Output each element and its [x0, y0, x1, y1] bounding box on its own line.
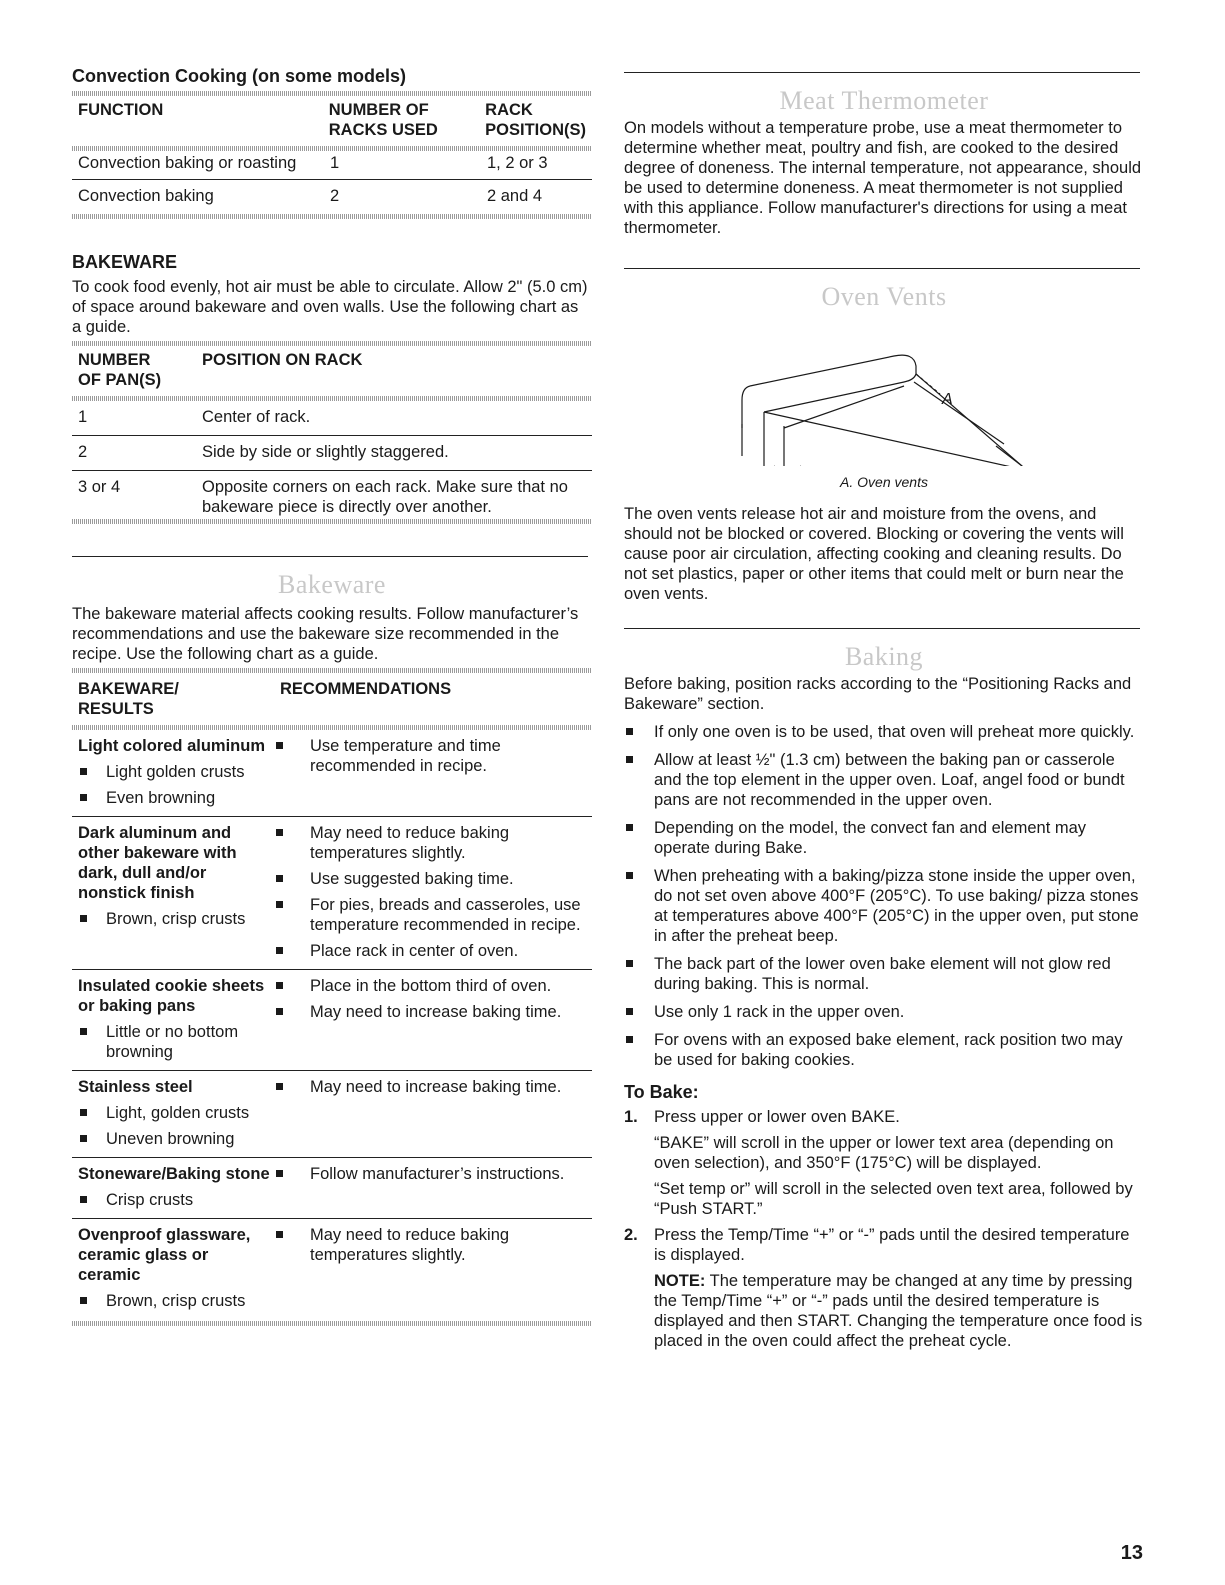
- recommendation-text: Follow manufacturer’s instructions.: [310, 1165, 565, 1183]
- result-text: Little or no bottom browning: [106, 1023, 239, 1061]
- recommendation-text: Use suggested baking time.: [310, 870, 514, 888]
- bakeware-rows: [72, 730, 592, 1319]
- bullet-icon: [274, 1077, 310, 1097]
- bakeware-title: Bakeware: [278, 570, 386, 599]
- result-text: Brown, crisp crusts: [106, 910, 246, 928]
- col-header-racks: NUMBER OF RACKS USED: [328, 101, 438, 139]
- section-rule: [624, 268, 1140, 269]
- col-header-positions: RACK POSITION(S): [485, 101, 586, 139]
- table-row: [72, 816, 592, 969]
- bullet-text: If only one oven is to be used, that oven will preheat more quickly.: [654, 723, 1135, 741]
- bullet-icon: [78, 1103, 106, 1123]
- table-row: [72, 730, 592, 816]
- pan-position-table: [72, 350, 592, 390]
- list-item: [624, 954, 1144, 994]
- oven-vents-body: The oven vents release hot air and moisture from the ovens, and should not be blocked or covered. Blocking or covering the vents will cause poor air circulation, affecting cooking and cleaning results. Do not set plastics, paper or other items that could melt or burn near the oven vents.: [624, 505, 1124, 603]
- bullet-icon: [624, 1002, 654, 1022]
- cell-bakeware: [72, 823, 274, 961]
- bakeware-type: Insulated cookie sheets or baking pans: [78, 977, 265, 1015]
- cell-position: Side by side or slightly staggered.: [196, 436, 592, 471]
- list-item: [78, 909, 274, 929]
- list-item: [78, 1022, 274, 1062]
- list-item: [274, 869, 592, 889]
- recommendation-text: May need to reduce baking temperatures slightly.: [310, 824, 510, 862]
- bullet-icon: [624, 750, 654, 810]
- cell-positions: 1, 2 or 3: [487, 154, 548, 172]
- step-1: [624, 1107, 1144, 1219]
- list-item: [274, 976, 592, 996]
- bullet-text: For ovens with an exposed bake element, rack position two may be used for baking cookies.: [654, 1031, 1123, 1069]
- result-text: Light, golden crusts: [106, 1104, 250, 1122]
- bakeware-type: Dark aluminum and other bakeware with dark, dull and/or nonstick finish: [78, 824, 237, 902]
- list-item: [78, 1291, 274, 1311]
- list-item: [624, 818, 1144, 858]
- result-text: Uneven browning: [106, 1130, 235, 1148]
- bullet-icon: [78, 1190, 106, 1210]
- meat-thermometer-section: [624, 86, 1144, 238]
- convection-title: Convection Cooking (on some models): [72, 66, 407, 86]
- bullet-icon: [274, 976, 310, 996]
- cell-recommendations: [274, 976, 592, 1062]
- bullet-icon: [274, 869, 310, 889]
- bullet-icon: [274, 1164, 310, 1184]
- baking-title: Baking: [844, 642, 924, 671]
- list-item: [624, 722, 1144, 742]
- cell-position: Center of rack.: [202, 408, 311, 426]
- bullet-text: Allow at least ½" (1.3 cm) between the baking pan or casserole and the top element in the upper oven. Loaf, angel food or bundt pans are not recommended in the upper oven.: [654, 751, 1125, 809]
- figure-label-a: A: [942, 391, 953, 408]
- pan-position-rows: [72, 407, 592, 517]
- figure-caption: A. Oven vents: [840, 474, 928, 490]
- bullet-icon: [78, 1291, 106, 1311]
- cell-pans: 2: [72, 436, 196, 471]
- table-row: [72, 407, 592, 436]
- bullet-icon: [624, 818, 654, 858]
- convection-section: [72, 66, 592, 219]
- list-item: [274, 1164, 592, 1184]
- recommendation-text: Use temperature and time recommended in recipe.: [310, 737, 501, 775]
- divider: [72, 668, 592, 673]
- result-text: Crisp crusts: [106, 1191, 194, 1209]
- list-item: [78, 1129, 274, 1149]
- bullet-icon: [274, 823, 310, 863]
- divider: [72, 396, 592, 401]
- col-header-pans: NUMBER OF PAN(S): [78, 351, 162, 389]
- cell-bakeware: [72, 1225, 274, 1311]
- bullet-text: The back part of the lower oven bake element will not glow red during baking. This is normal.: [654, 955, 1111, 993]
- bullet-icon: [624, 866, 654, 946]
- cell-position: Opposite corners on each rack. Make sure that no bakeware piece is directly over another.: [196, 471, 592, 518]
- bullet-icon: [78, 762, 106, 782]
- table-row: [72, 969, 592, 1070]
- baking-intro: Before baking, position racks according to the “Positioning Racks and Bakeware” section.: [624, 675, 1132, 713]
- bullet-icon: [274, 736, 310, 776]
- step-subtext: “BAKE” will scroll in the upper or lower text area (depending on oven selection), and 350°F (175°C) will be displayed.: [654, 1134, 1114, 1172]
- list-item: [78, 1103, 274, 1123]
- meat-thermometer-body: On models without a temperature probe, use a meat thermometer to determine whether meat, poultry and fish, are cooked to the desired degree of doneness. The internal temperature, not appearance, should be used to determine doneness. A meat thermometer is not supplied with this appliance. Follow manufacturer's directions for using a meat thermometer.: [624, 119, 1142, 237]
- table-row: [72, 436, 592, 471]
- table-row: [72, 471, 592, 518]
- list-item: [624, 750, 1144, 810]
- bullet-icon: [274, 895, 310, 935]
- recommendation-text: May need to increase baking time.: [310, 1078, 562, 1096]
- list-item: [624, 866, 1144, 946]
- section-rule: [624, 628, 1140, 629]
- divider: [72, 214, 592, 219]
- list-item: [274, 941, 592, 961]
- col-header-recommendations: RECOMMENDATIONS: [280, 680, 452, 698]
- divider: [72, 91, 592, 96]
- recommendation-text: May need to reduce baking temperatures slightly.: [310, 1226, 510, 1264]
- bakeware-intro: The bakeware material affects cooking results. Follow manufacturer’s recommendations and use the bakeware size recommended in the recipe. Use the following chart as a guide.: [72, 605, 579, 663]
- table-header-row: [72, 100, 592, 140]
- bullet-text: Use only 1 rack in the upper oven.: [654, 1003, 905, 1021]
- cell-bakeware: [72, 976, 274, 1062]
- step-subtext: “Set temp or” will scroll in the selected oven text area, followed by “Push START.”: [654, 1180, 1133, 1218]
- table-header-row: [72, 679, 592, 719]
- oven-vents-title: Oven Vents: [821, 282, 947, 311]
- divider: [72, 146, 592, 151]
- bakeware-type: Light colored aluminum: [78, 737, 266, 755]
- col-header-bakeware: BAKEWARE/ RESULTS: [78, 680, 179, 718]
- list-item: [78, 762, 274, 782]
- table-row: [72, 153, 592, 180]
- divider: [72, 1321, 592, 1326]
- step-note: [654, 1271, 1144, 1351]
- cell-racks: 1: [330, 154, 340, 172]
- oven-vents-section: [624, 282, 1144, 604]
- oven-vents-illustration: [624, 316, 1144, 466]
- cell-function: Convection baking: [72, 180, 324, 213]
- cell-bakeware: [72, 736, 274, 808]
- page-number: 13: [1120, 1542, 1143, 1564]
- cell-recommendations: [274, 1077, 592, 1149]
- bullet-icon: [78, 1129, 106, 1149]
- bullet-icon: [624, 1030, 654, 1070]
- result-text: Even browning: [106, 789, 216, 807]
- table-row: [72, 1218, 592, 1319]
- list-item: [274, 1002, 592, 1022]
- list-item: [274, 1077, 592, 1097]
- table-row: [72, 1157, 592, 1218]
- meat-thermometer-title: Meat Thermometer: [779, 86, 989, 115]
- bullet-icon: [274, 1225, 310, 1265]
- bullet-text: Depending on the model, the convect fan and element may operate during Bake.: [654, 819, 1087, 857]
- bakeware-table-header: [72, 679, 592, 719]
- cell-function: Convection baking or roasting: [78, 154, 297, 172]
- recommendation-text: For pies, breads and casseroles, use temperature recommended in recipe.: [310, 896, 581, 934]
- list-item: [624, 1002, 1144, 1022]
- list-item: [78, 1190, 274, 1210]
- note-text: The temperature may be changed at any time by pressing the Temp/Time “+” or “-” pads until the desired temperature is displayed and then START. Changing the temperature once food is placed in the oven could affect the preheat cycle.: [654, 1272, 1143, 1350]
- list-item: [78, 788, 274, 808]
- list-item: [274, 895, 592, 935]
- table-row: [72, 180, 592, 213]
- convection-rows: [72, 153, 592, 212]
- step-number: 2.: [624, 1226, 638, 1244]
- convection-table: [72, 100, 592, 140]
- bakeware-type: Stainless steel: [78, 1078, 193, 1096]
- bakeware-heading: BAKEWARE: [72, 252, 178, 272]
- note-label: NOTE:: [654, 1272, 706, 1290]
- bakeware-type: Stoneware/Baking stone: [78, 1165, 270, 1183]
- recommendation-text: May need to increase baking time.: [310, 1003, 562, 1021]
- section-rule: [624, 72, 1140, 73]
- step-2: [624, 1225, 1144, 1351]
- divider: [72, 341, 592, 346]
- step-text: Press the Temp/Time “+” or “-” pads until the desired temperature is displayed.: [654, 1226, 1130, 1264]
- table-header-row: [72, 350, 592, 390]
- col-header-position: POSITION ON RACK: [202, 351, 363, 369]
- list-item: [624, 1030, 1144, 1070]
- list-item: [274, 1225, 592, 1265]
- to-bake-heading: To Bake:: [624, 1082, 699, 1102]
- cell-pans: 3 or 4: [72, 471, 196, 518]
- cell-recommendations: [274, 1225, 592, 1311]
- cell-recommendations: [274, 823, 592, 961]
- list-item: [274, 736, 592, 776]
- divider: [72, 519, 592, 524]
- bakeware-placement-section: [72, 252, 592, 524]
- bakeware-section: [72, 570, 592, 1326]
- col-header-function: FUNCTION: [78, 101, 164, 119]
- bullet-icon: [624, 954, 654, 994]
- cell-bakeware: [72, 1164, 274, 1210]
- bullet-icon: [78, 1022, 106, 1062]
- baking-bullets: [624, 722, 1144, 1070]
- table-row: [72, 1070, 592, 1157]
- result-text: Brown, crisp crusts: [106, 1292, 246, 1310]
- section-rule: [72, 556, 588, 557]
- bullet-icon: [274, 1002, 310, 1022]
- recommendation-text: Place in the bottom third of oven.: [310, 977, 552, 995]
- result-text: Light golden crusts: [106, 763, 245, 781]
- bullet-icon: [78, 788, 106, 808]
- cell-recommendations: [274, 736, 592, 808]
- cell-racks: 2: [324, 180, 481, 213]
- bakeware-placement-intro: To cook food evenly, hot air must be able to circulate. Allow 2" (5.0 cm) of space around bakeware and oven walls. Use the following chart as a guide.: [72, 278, 588, 336]
- baking-section: [624, 642, 1144, 1351]
- step-number: 1.: [624, 1108, 638, 1126]
- bullet-icon: [274, 941, 310, 961]
- cell-recommendations: [274, 1164, 592, 1210]
- recommendation-text: Place rack in center of oven.: [310, 942, 519, 960]
- bakeware-type: Ovenproof glassware, ceramic glass or ceramic: [78, 1226, 251, 1284]
- list-item: [274, 823, 592, 863]
- bullet-icon: [78, 909, 106, 929]
- bullet-icon: [624, 722, 654, 742]
- cell-positions: 2 and 4: [481, 180, 592, 213]
- oven-vents-figure: [624, 316, 1144, 466]
- step-text: Press upper or lower oven BAKE.: [654, 1108, 900, 1126]
- cell-bakeware: [72, 1077, 274, 1149]
- cell-pans: 1: [78, 408, 88, 426]
- bullet-text: When preheating with a baking/pizza stone inside the upper oven, do not set oven above 400°F (205°C). To use baking/ pizza stones at temperatures above 400°F (205°C) in the upper oven, put stone in after the preheat beep.: [654, 867, 1139, 945]
